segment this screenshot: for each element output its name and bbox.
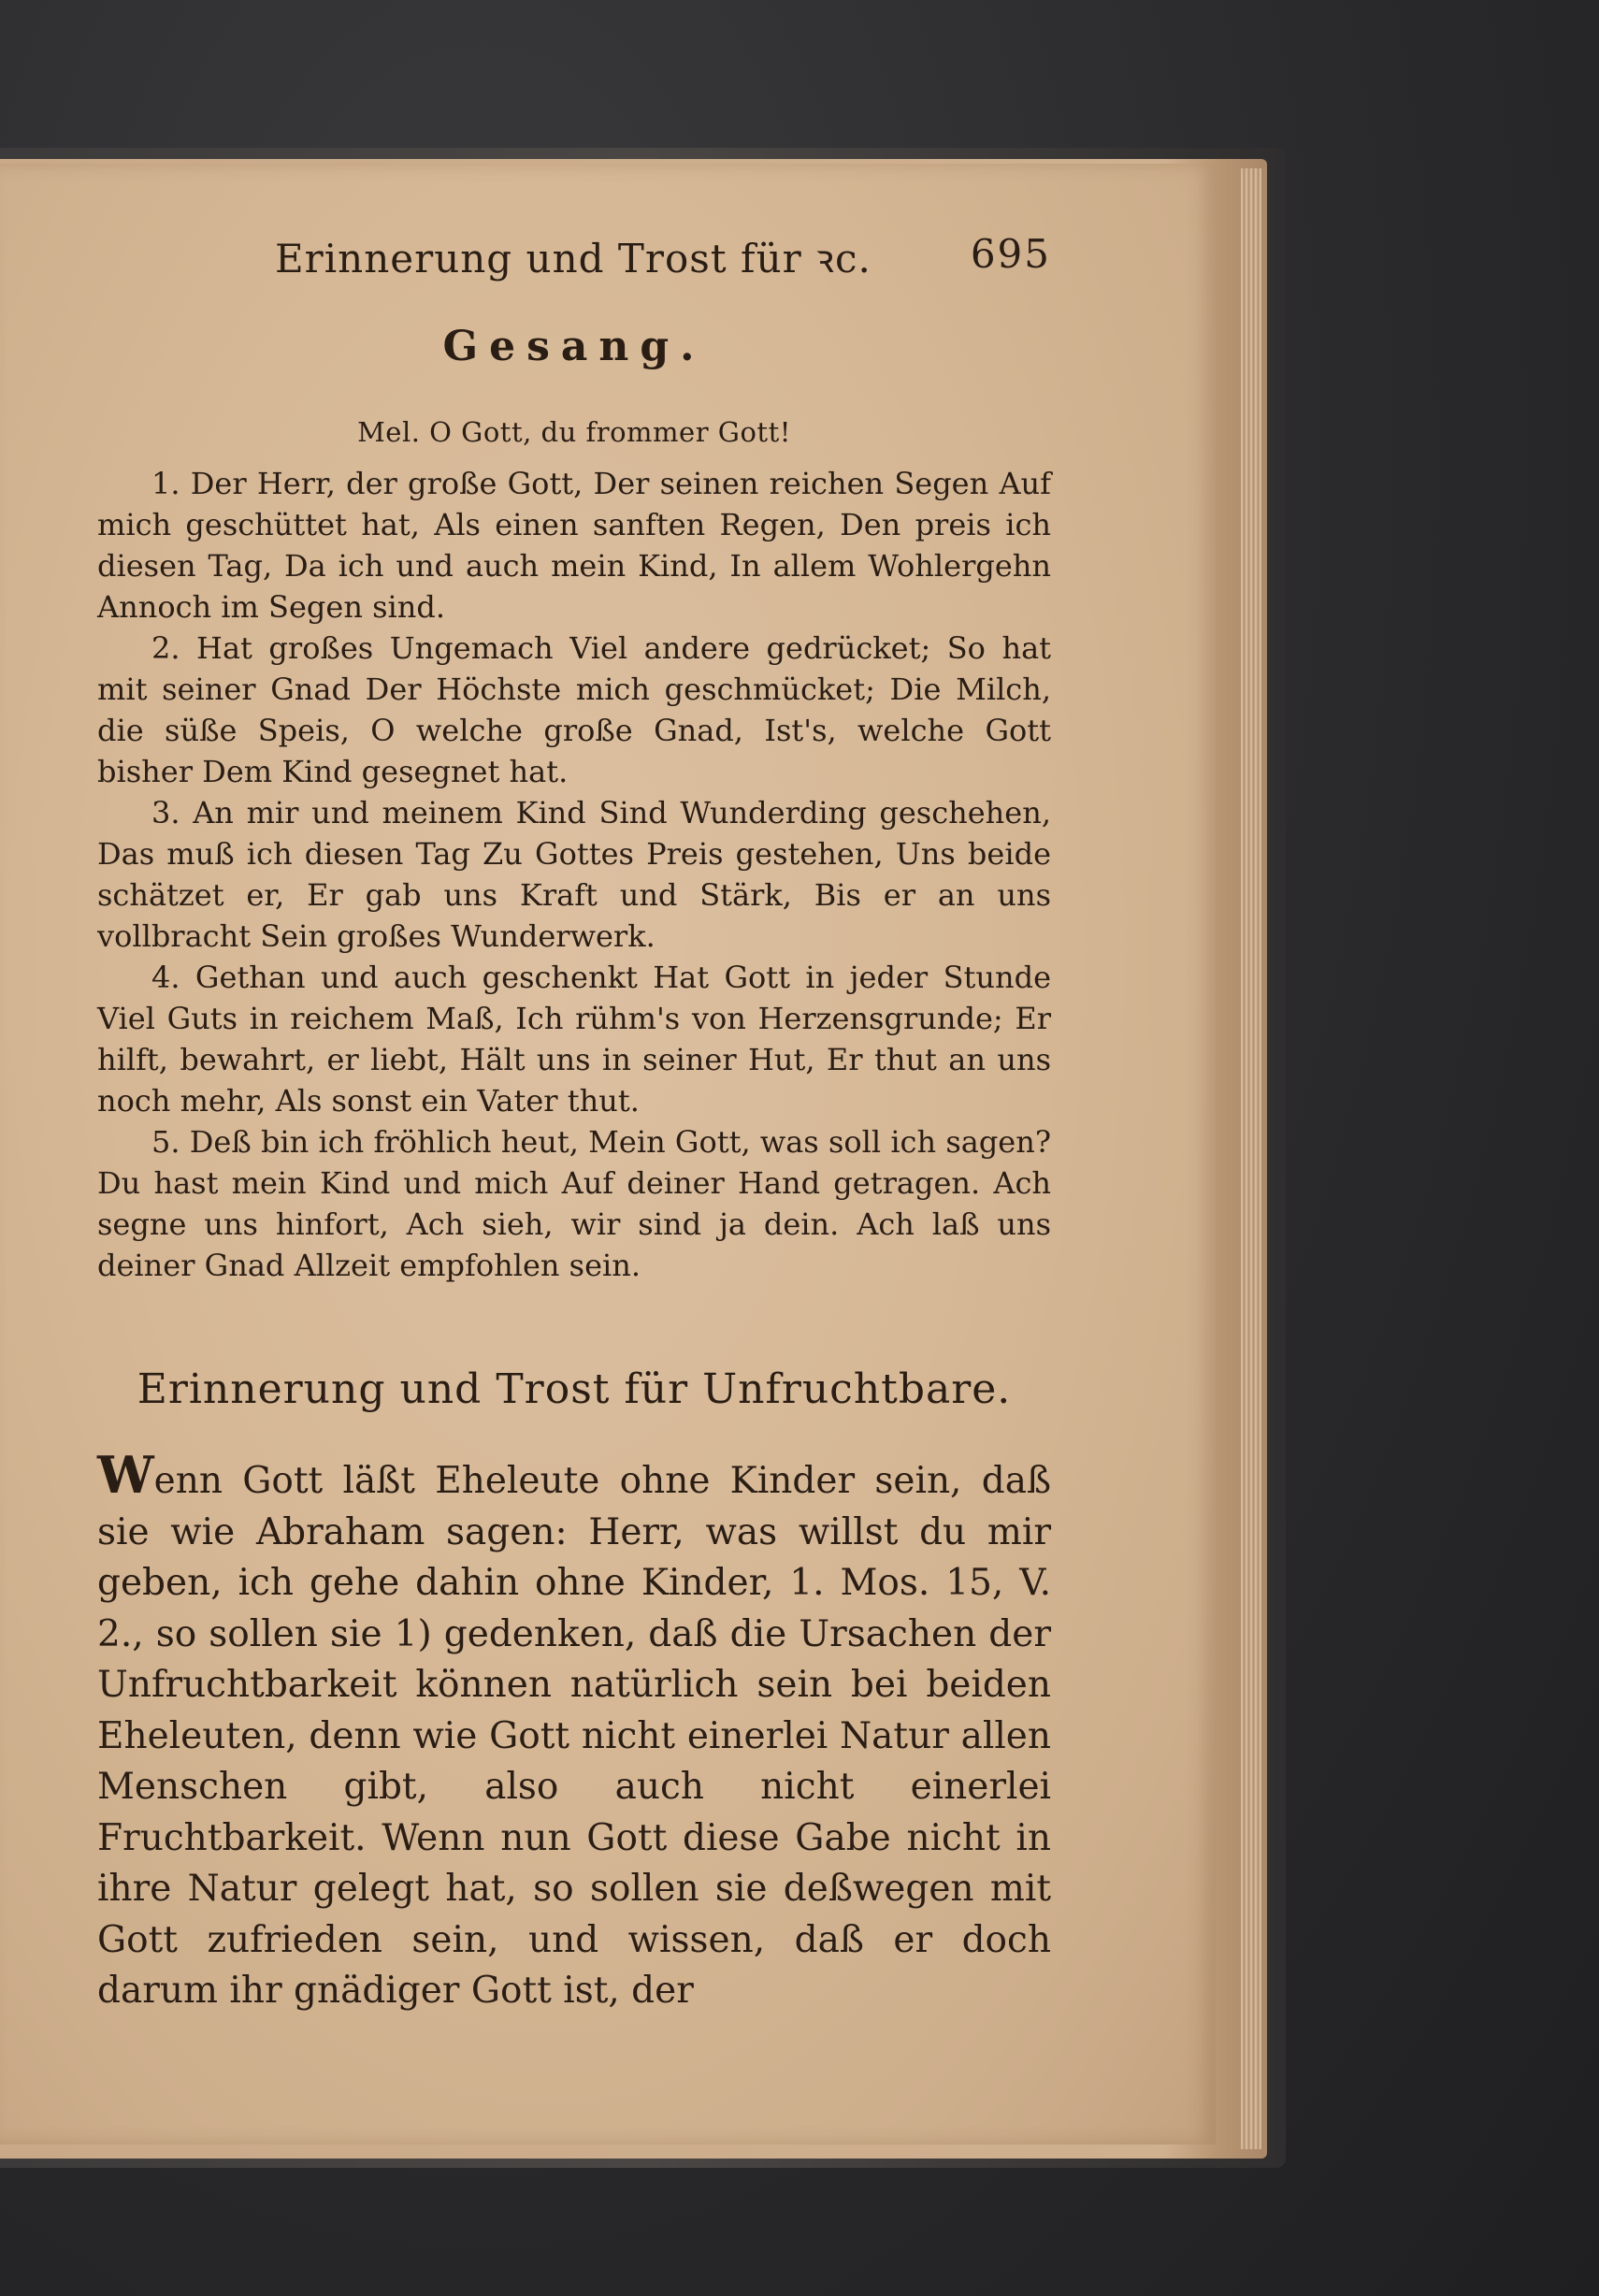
section-heading: Erinnerung und Trost für Unfruchtbare. xyxy=(137,1365,1012,1413)
song-verses xyxy=(97,463,1051,1286)
running-head xyxy=(97,231,1051,287)
body-text: enn Gott läßt Eheleute ohne Kinder sein, daß sie wie Abraham sagen: Herr, was willst du mir geben, ich gehe dahin ohne Kinder, 1. Mos. 15, V. 2., so sollen sie 1) gedenken, daß die Ursachen der Unfruchtbarkeit können natürlich sein bei beiden Eheleuten, denn wie Gott nicht einerlei Natur allen Menschen gibt, also auch nicht einerlei Fruchtbarkeit. Wenn nun Gott diese Gabe nicht in ihre Natur gelegt hat, so sollen sie deßwegen mit Gott zufrieden sein, und wissen, daß er doch darum ihr gnädiger Gott ist, der xyxy=(97,1460,1051,2012)
song-heading: Gesang. xyxy=(442,323,706,370)
verse-1: 1. Der Herr, der große Gott, Der seinen reichen Segen Auf mich geschüttet hat, Als einen sanften Regen, Den preis ich diesen Tag, Da ich und auch mein Kind, In allem Wohlergehn Annoch im Segen sind. xyxy=(97,466,1051,625)
running-title: Erinnerung und Trost für ꝛc. xyxy=(275,236,872,282)
body-paragraph xyxy=(97,1445,1051,2017)
verse-5: 5. Deß bin ich fröhlich heut, Mein Gott, was soll ich sagen? Du hast mein Kind und mich Auf deiner Hand getragen. Ach segne uns hinfort, Ach sieh, wir sind ja dein. Ach laß uns deiner Gnad Allzeit empfohlen sein. xyxy=(97,1124,1051,1283)
verse-4: 4. Gethan und auch geschenkt Hat Gott in jeder Stunde Viel Guts in reichem Maß, Ich rühm's von Herzensgrunde; Er hilft, bewahrt, er liebt, Hält uns in seiner Hut, Er thut an uns noch mehr, Als sonst ein Vater thut. xyxy=(97,960,1051,1119)
melody-line: Mel. O Gott, du frommer Gott! xyxy=(357,416,791,448)
book-page xyxy=(0,164,1216,2144)
verse-2: 2. Hat großes Ungemach Viel andere gedrücket; So hat mit seiner Gnad Der Höchste mich geschmücket; Die Milch, die süße Speis, O welche große Gnad, Ist's, welche Gott bisher Dem Kind gesegnet hat. xyxy=(97,630,1051,789)
drop-cap: W xyxy=(97,1445,154,1505)
page-number: 695 xyxy=(970,231,1051,277)
verse-3: 3. An mir und meinem Kind Sind Wunderding geschehen, Das muß ich diesen Tag Zu Gottes Preis gestehen, Uns beide schätzet er, Er gab uns Kraft und Stärk, Bis er an uns vollbracht Sein großes Wunderwerk. xyxy=(97,795,1051,954)
